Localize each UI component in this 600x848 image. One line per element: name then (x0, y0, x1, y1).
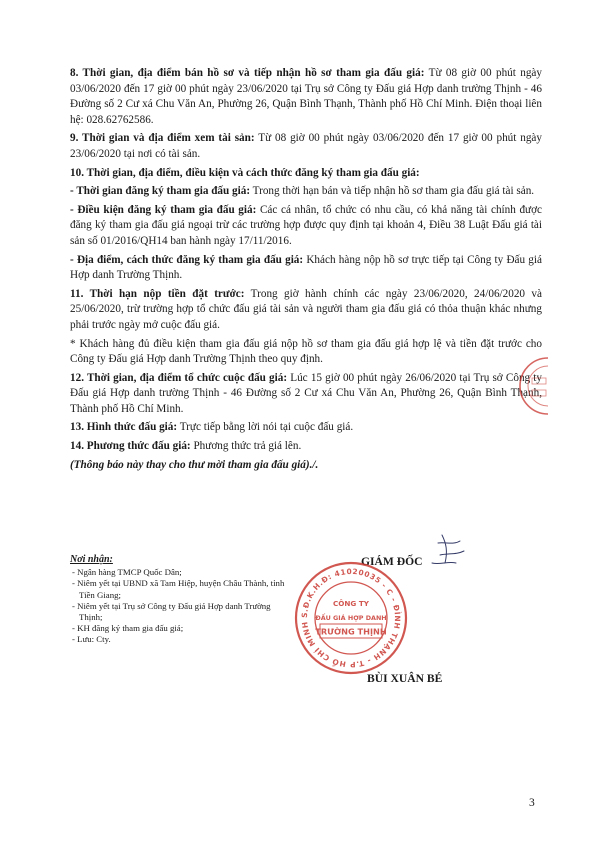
recipient-item: - Ngân hàng TMCP Quốc Dân; (72, 567, 182, 578)
item-10: 10. Thời gian, địa điểm, điều kiện và cách thức đăng ký tham gia đấu giá: (70, 166, 420, 179)
item-14: 14. Phương thức đấu giá: Phương thức trả giá lên. (70, 440, 302, 453)
recipients-heading: Nơi nhận: (70, 554, 113, 565)
item-10-location: - Địa điểm, cách thức đăng ký tham gia đấu giá: Khách hàng nộp hồ sơ trực tiếp tại Công ty Đấu giá Hợp danh Trường Thịnh. (70, 253, 542, 282)
partial-seal-icon (518, 356, 548, 416)
company-seal-icon (293, 560, 409, 676)
recipient-item: - Niêm yết tại Trụ sở Công ty Đấu giá Hợp danh Trường Thịnh; (72, 600, 271, 623)
recipients-block (70, 554, 285, 646)
item-13: 13. Hình thức đấu giá: Trực tiếp bằng lời nói tại cuộc đấu giá. (70, 421, 354, 434)
recipient-item: - KH đăng ký tham gia đấu giá; (72, 623, 184, 634)
recipient-item: - Lưu: Cty. (72, 634, 111, 645)
page-number: 3 (529, 797, 535, 809)
svg-text:ĐẤU GIÁ HỢP DANH: ĐẤU GIÁ HỢP DANH (315, 614, 387, 622)
document-body (70, 66, 542, 476)
svg-text:TRƯỜNG THỊNH: TRƯỜNG THỊNH (315, 626, 387, 637)
item-10-time: - Thời gian đăng ký tham gia đấu giá: Trong thời hạn bán và tiếp nhận hồ sơ tham gia đấu giá tài sản. (70, 185, 535, 198)
svg-text:S.Đ.K.H.Đ: 41020035 - C - ĐÌNH: S.Đ.K.H.Đ: 41020035 - C - ĐÌNH THẠNH - T.P HỒ CHÍ MINH (299, 566, 403, 670)
item-12: 12. Thời gian, địa điểm tổ chức cuộc đấu giá: Lúc 15 giờ 00 phút ngày 26/06/2020 tại Trụ sở Công ty Đấu giá Hợp danh trường Thịnh - 46 Đường số 2 Cư xá Chu Văn An, Phường 26, Quận Bình Thạnh, Thành phố Hồ Chí Minh. (70, 371, 542, 415)
recipient-item: - Niêm yết tại UBND xã Tam Hiệp, huyện Châu Thành, tỉnh Tiền Giang; (72, 578, 285, 600)
signer-name: BÙI XUÂN BÉ (367, 672, 443, 685)
item-8: 8. Thời gian, địa điểm bán hồ sơ và tiếp nhận hồ sơ tham gia đấu giá: Từ 08 giờ 00 phút ngày 03/06/2020 đến 17 giờ 00 phút ngày 23/06/2020 tại Trụ sở Công ty Đấu giá Hợp danh trường Thịnh - 46 Đường số 2 Cư xá Chu Văn An, Phường 26, Quận Bình Thạnh, Thành phố Hồ Chí Minh. Điện thoại liên hệ: 028.62762586. (70, 67, 542, 126)
item-9: 9. Thời gian và địa điểm xem tài sản: Từ 08 giờ 00 phút ngày 03/06/2020 đến 17 giờ 00 phút ngày 23/06/2020 tại nơi có tài sản. (70, 132, 542, 160)
closing-note: (Thông báo này thay cho thư mời tham gia đấu giá)./. (70, 458, 319, 471)
item-11-note: * Khách hàng đủ điều kiện tham gia đấu giá nộp hồ sơ tham gia đấu giá hợp lệ và tiền đặt trước cho Công ty Đấu giá Hợp danh Trường Thịnh theo quy định. (70, 337, 542, 366)
item-11: 11. Thời hạn nộp tiền đặt trước: Trong giờ hành chính các ngày 23/06/2020, 24/06/2020 và 25/06/2020, trừ trường hợp tổ chức đấu giá tài sản và người tham gia đấu giá có thỏa thuận khác nhưng phải trước ngày mở cuộc đấu giá. (70, 287, 542, 331)
handwritten-signature-icon (412, 533, 472, 573)
signer-title: GIÁM ĐỐC (361, 555, 423, 568)
recipients-list (70, 567, 285, 645)
item-10-conditions: - Điều kiện đăng ký tham gia đấu giá: Các cá nhân, tổ chức có nhu cầu, có khả năng tài chính được đăng ký tham gia đấu giá ngoại trừ các trường hợp được quy định tại khoản 4, Điều 38 Luật Đấu giá tài sản số 01/2016/QH14 ban hành ngày 17/11/2016. (70, 203, 543, 247)
svg-text:CÔNG TY: CÔNG TY (333, 599, 369, 608)
